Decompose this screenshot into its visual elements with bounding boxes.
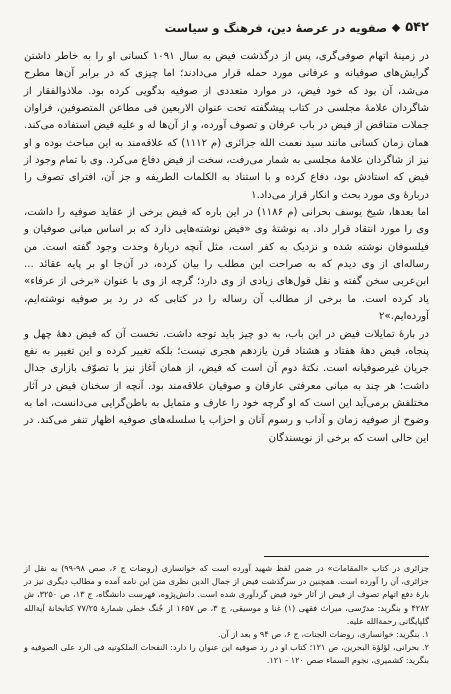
footnote-continued: جزائری در کتاب «المقامات» در ضمن لفظ شهید آورده است که خوانساری (روضات ج ۶، صص ۹۸-۹۹) به نقل از جزائری، آن را آورده است. همچنین در سرگذشت فیض از جمال الدین نظری متن این نامه آمده و مطالب دیگری نیز در بارهٔ دفع اتهام تصوف از فیض از آثار خود فیض گردآوری شده است. دانش‌پژوه، فهرست دانشگاه، ج ۱۳، ص ۳۲۵۰، ش ۴۲۸۲ و بنگرید: مدرّسی، میراث فقهی (۱) غنا و موسیقی، ج ۳، ص ۱۶۵۷ از جُنگ خطی شمارهٔ ۷۷/۲۵ کتابخانهٔ آیةالله گلپایگانی رحمةالله علیه. <box>24 563 429 626</box>
running-header <box>25 20 429 35</box>
running-title: صفویه در عرصهٔ دین، فرهنگ و سیاست <box>164 20 388 35</box>
footnote-1: ۱. بنگرید: خوانساری، روضات الجنات، ج ۶، ص ۹۴ و بعد از آن. <box>217 629 429 640</box>
paragraph-3: در بارهٔ تمایلات فیض در این باب، به دو چیز باید توجه داشت. نخست آن که فیض دههٔ چهل و پنجاه، فیض دههٔ هفتاد و هشتاد قرن یازدهم هجری نیست؛ بلکه تغییر کرده و این تغییر به نفع جریان غیرصوفیانه است. نکتهٔ دوم آن است که فیض، از همان آغاز نیز با تصوّف بازاری جدال داشت؛ هر چند به مبانی معرفتی عارفان و صوفیان علاقه‌مند بود. آنچه از سخنان فیض در آثار مختلفش برمی‌آید این است که او گرچه خود را عارف و متمایل به باطن‌گرایی می‌دانست، اما به وضوح از صوفیه زمان و آداب و رسوم آنان و احزاب یا سلسله‌های صوفیه اظهار تنفر می‌کند. در این حالی است که برخی از نویسندگان <box>24 328 429 444</box>
header-bullet-icon <box>392 23 400 31</box>
paragraph-2: اما بعدها، شیخ یوسف بحرانی (م ۱۱۸۶) در این باره که فیض برخی از عقاید صوفیه را داشت، وی را مورد انتقاد قرار داد. به نوشتهٔ وی «فیض نوشته‌هایی دارد که بر اساس مبانی صوفیان و فیلسوفان نوشته شده و نزدیک به کفر است، مثل آنچه دربارهٔ وحدت وجود گفته است. من رساله‌ای از وی دیدم که به صراحت این مطلب را بیان کرده، در آن‌جا او بر پایه عقائد ... ابن‌عربی سخن گفته و نقل قول‌های زیادی از وی دارد؛ گرچه از وی با عنوان «برخی از عرفاء» یاد کرده است. ما برخی از مطالب آن رساله را در کتابی که در رد بر صوفیه نوشته‌ایم، آورده‌ایم.»۲ <box>24 207 429 323</box>
footnote-2: ۲. بحرانی، لؤلؤة البحرین، ص ۱۲۱؛ کتاب او در رد صوفیه این عنوان را دارد: النفحات الملکوتیه فی الرد علی الصوفیه و بنگرید: کشمیری، نجوم السماء صص ۱۲۰ - ۱۲۱. <box>24 642 429 666</box>
footnote-divider <box>264 556 429 557</box>
body-text <box>24 48 429 447</box>
page-number: ۵۴۲ <box>405 20 429 35</box>
paragraph-1: در زمینهٔ اتهام صوفی‌گری، پس از درگذشت فیض به سال ۱۰۹۱ کسانی او را به خاطر داشتن گرایش‌های صوفیانه و عرفانی مورد حمله قرار می‌دادند؛ اما چیزی که در برابر آن‌ها مطرح می‌شد، آن بود که خود فیض، در موارد متعددی از صوفیه بدگویی کرده بود. ملاذوالفقار از شاگردان علامهٔ مجلسی در کتاب پیشگفته تحت عنوان الاربعین فی مطاعن المتصوفین، فراوان جملات متناقض از فیض در باب عرفان و تصوف آورده، و از آن‌ها له و علیه فیض استفاده می‌کند. همان زمان کسانی مانند سید نعمت الله جزائری (م ۱۱۱۲) که علاقه‌مند به این مباحث بوده و او نیز از شاگردان علامهٔ مجلسی به شمار می‌رفت، سخت از فیض دفاع می‌کرد. وی با تمام وجود از فیض که استادش بود، دفاع کرده و با استناد به الکلمات الطریفه و جز آن، افترای تصوف را دربارهٔ وی مورد بحث و انکار قرار می‌داد.۱ <box>24 51 429 201</box>
footnotes <box>24 562 429 668</box>
